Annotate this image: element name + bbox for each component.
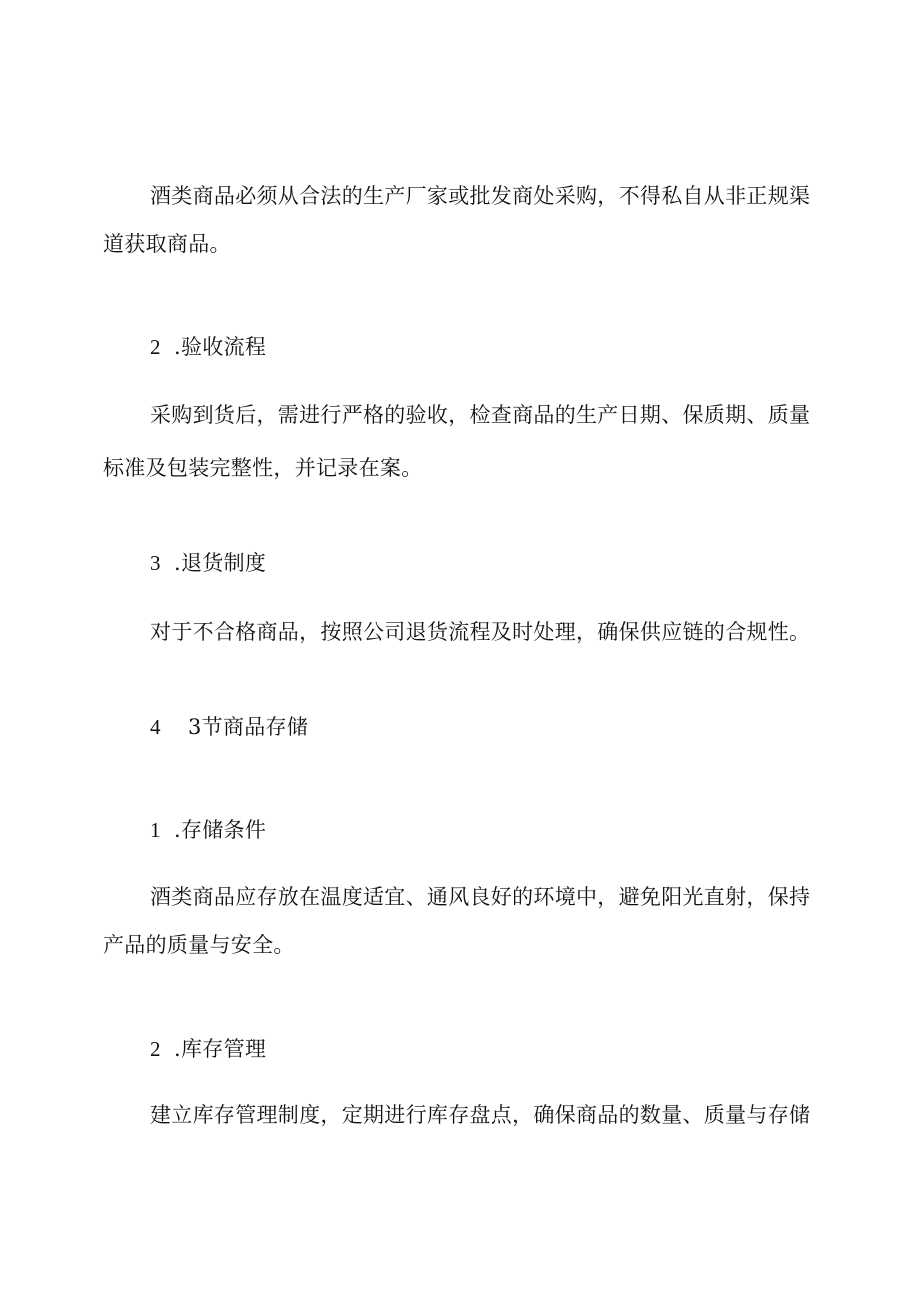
paragraph-inventory-line-1: 建立库存管理制度，定期进行库存盘点，确保商品的数量、质量与存储 xyxy=(150,1103,811,1127)
heading-title: .存储条件 xyxy=(174,818,267,842)
paragraph-storage-line-2: 产品的质量与安全。 xyxy=(103,933,295,957)
heading-number: 2 xyxy=(150,1037,161,1061)
paragraph-storage-line-1: 酒类商品应存放在温度适宜、通风良好的环境中，避免阳光直射，保持 xyxy=(150,885,811,909)
section-heading-storage xyxy=(150,713,308,741)
paragraph-inspection-line-1: 采购到货后，需进行严格的验收，检查商品的生产日期、保质期、质量 xyxy=(150,403,811,427)
heading-title: .退货制度 xyxy=(174,551,267,575)
heading-title: .验收流程 xyxy=(174,335,267,359)
heading-return-policy xyxy=(150,549,266,577)
section-number: 4 xyxy=(150,715,161,739)
heading-inventory-management xyxy=(150,1035,266,1063)
paragraph-procurement-line-2: 道获取商品。 xyxy=(103,232,231,256)
paragraph-inspection-line-2: 标准及包装完整性，并记录在案。 xyxy=(103,456,423,480)
heading-title: .库存管理 xyxy=(174,1037,267,1061)
heading-number: 3 xyxy=(150,551,161,575)
heading-inspection-process xyxy=(150,333,266,361)
heading-number: 1 xyxy=(150,818,161,842)
heading-storage-conditions xyxy=(150,816,266,844)
heading-number: 2 xyxy=(150,335,161,359)
paragraph-return-line-1: 对于不合格商品，按照公司退货流程及时处理，确保供应链的合规性。 xyxy=(150,620,811,644)
paragraph-procurement-line-1: 酒类商品必须从合法的生产厂家或批发商处采购，不得私自从非正规渠 xyxy=(150,184,811,208)
section-title: 3节商品存储 xyxy=(188,715,309,739)
